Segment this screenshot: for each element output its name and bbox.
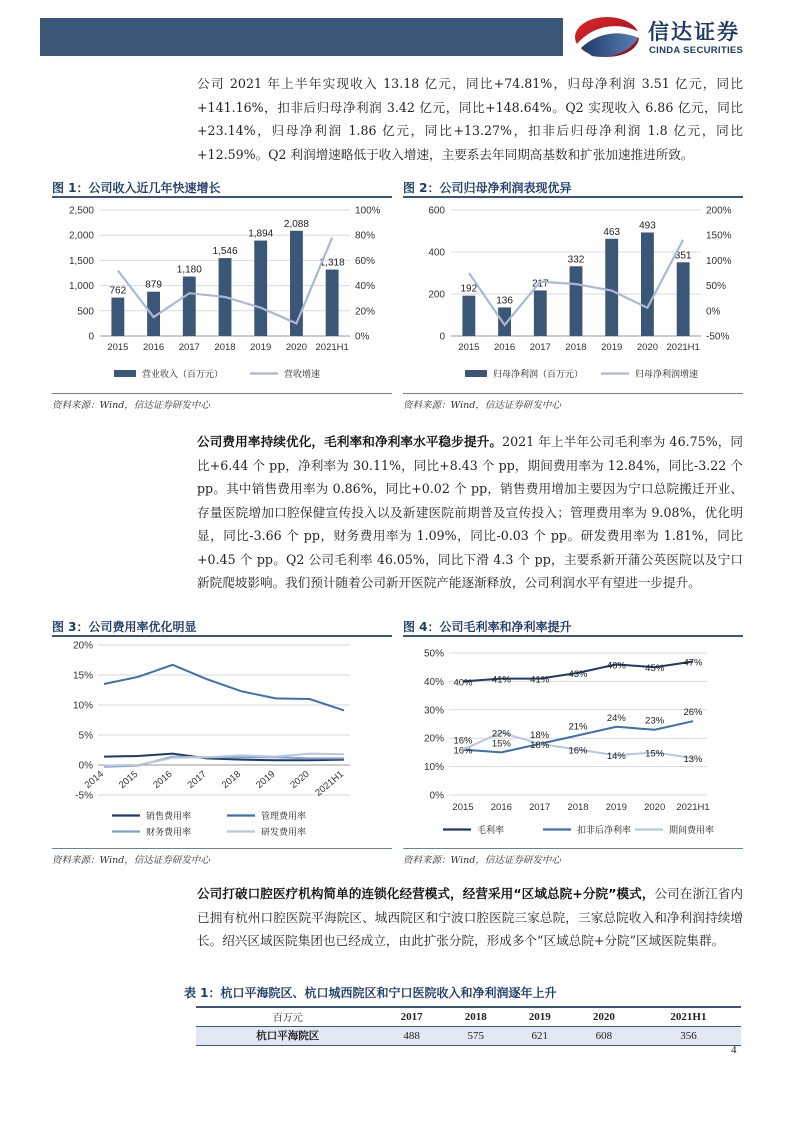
figure-3-bottom-rule: [52, 848, 392, 849]
fig2-x-tick: 2018: [565, 342, 587, 353]
fig3-x-tick: 2021H1: [313, 768, 346, 799]
fig4-data-label: 18%: [530, 729, 550, 741]
fig2-y2-tick: 50%: [706, 281, 727, 293]
page-number: 4: [731, 1044, 737, 1056]
fig1-bar: [254, 241, 267, 336]
fig1-y2-tick: 20%: [355, 306, 376, 318]
fig4-legend-label: 期间费用率: [669, 825, 715, 835]
fig3-x-tick: 2015: [116, 768, 141, 791]
fig1-x-tick: 2018: [214, 342, 236, 353]
fig1-y2-tick: 80%: [355, 230, 376, 242]
fig1-x-tick: 2017: [178, 342, 200, 353]
chart-revenue: [52, 198, 392, 390]
fig1-x-tick: 2015: [107, 342, 129, 353]
fig4-x-tick: 2016: [490, 802, 512, 813]
fig2-y-tick: 0: [439, 331, 445, 343]
fig2-y2-tick: 100%: [706, 255, 732, 267]
fig4-x-tick: 2019: [605, 802, 627, 813]
figure-4-source: 资料来源：Wind，信达证券研发中心: [403, 855, 561, 866]
fig4-y-tick: 40%: [423, 676, 444, 688]
fig2-y2-tick: 150%: [706, 230, 732, 242]
paragraph-margins-lead: 公司费用率持续优化，毛利率和净利率水平稳步提升。: [197, 434, 503, 449]
fig4-y-tick: 30%: [423, 705, 444, 717]
table-header-cell: 百万元: [196, 1007, 380, 1026]
fig2-x-tick: 2019: [601, 342, 623, 353]
fig2-bar-label: 217: [531, 278, 549, 290]
fig4-y-tick: 20%: [423, 733, 444, 745]
fig3-legend-label: 管理费用率: [261, 811, 307, 821]
logo-chinese: 信达证券: [648, 20, 740, 44]
fig3-x-tick: 2019: [254, 768, 278, 791]
fig4-y-tick: 10%: [423, 762, 444, 774]
fig4-data-label: 21%: [568, 721, 588, 733]
table-cell: 杭口平海院区: [196, 1026, 380, 1045]
fig2-bar: [677, 262, 690, 336]
fig2-x-tick: 2020: [636, 342, 658, 353]
figure-1-title: 图 1：公司收入近几年快速增长: [52, 181, 221, 195]
figure-1-source: 资料来源：Wind，信达证券研发中心: [52, 400, 210, 411]
fig3-y-tick: 10%: [72, 700, 93, 712]
table-cell: 356: [636, 1026, 741, 1045]
fig2-x-tick: 2017: [529, 342, 551, 353]
fig2-x-tick: 2016: [494, 342, 516, 353]
fig4-data-label: 23%: [645, 715, 665, 727]
fig2-legend-line-label: 归母净利润增速: [635, 369, 699, 379]
header-bar: [40, 18, 563, 56]
fig1-x-tick: 2016: [143, 342, 165, 353]
fig1-bar: [290, 231, 303, 336]
chart-expense-ratios: [52, 637, 392, 845]
fig1-y-tick: 500: [77, 306, 94, 318]
figure-2-source: 资料来源：Wind，信达证券研发中心: [403, 400, 561, 411]
fig1-y2-tick: 60%: [355, 255, 376, 267]
fig4-legend-label: 毛利率: [477, 825, 505, 835]
fig2-bar-label: 332: [567, 254, 585, 266]
table-cell: 608: [572, 1026, 636, 1045]
fig4-data-label: 41%: [491, 674, 511, 686]
fig3-series-line: [104, 665, 344, 711]
fig4-data-label: 18%: [530, 739, 550, 751]
chart-margins: [403, 637, 743, 845]
fig3-legend-label: 研发费用率: [261, 827, 307, 837]
fig1-y-tick: 1,000: [68, 281, 94, 293]
table-cell: 488: [380, 1026, 444, 1045]
fig4-legend-label: 扣非后净利率: [577, 825, 632, 835]
fig4-data-label: 47%: [683, 657, 703, 669]
fig1-bar-label: 2,088: [283, 218, 309, 230]
fig4-data-label: 41%: [530, 674, 550, 686]
fig1-x-tick: 2020: [285, 342, 307, 353]
table-header-row: [196, 1007, 741, 1026]
fig3-y-tick: 20%: [72, 640, 93, 652]
paragraph-model-body: 公司在浙江省内已拥有杭州口腔医院平海院区、城西院区和宁波口腔医院三家总院，三家总院收入和净利润持续增长。绍兴区域医院集团也已经成立，由此扩张分院，形成多个“区域总院+分院”区域医院集群。: [197, 886, 744, 948]
fig2-bar: [605, 239, 618, 336]
paragraph-model-lead: 公司打破口腔医疗机构简单的连锁化经营模式，经营采用“区域总院+分院”模式，: [197, 886, 655, 901]
fig3-y-tick: 0%: [78, 760, 93, 772]
fig1-y2-tick: 100%: [355, 205, 381, 217]
fig1-bar-label: 1,894: [248, 228, 274, 240]
fig4-data-label: 15%: [645, 748, 665, 760]
fig1-bar: [326, 270, 339, 336]
table-cell: 621: [508, 1026, 572, 1045]
fig1-bar: [183, 277, 196, 336]
fig3-x-tick: 2018: [219, 768, 244, 791]
fig4-y-tick: 0%: [429, 790, 444, 802]
fig2-bar: [498, 307, 511, 336]
fig2-x-tick: 2021H1: [666, 342, 700, 353]
fig2-bar-label: 463: [603, 226, 621, 238]
fig2-bar: [570, 266, 583, 336]
fig4-x-tick: 2020: [644, 802, 666, 813]
fig1-bar-label: 1,180: [176, 264, 202, 276]
fig1-bar-label: 879: [145, 279, 162, 291]
fig1-legend-line-label: 营收增速: [284, 369, 321, 379]
fig2-y-tick: 200: [428, 289, 445, 301]
fig2-y2-tick: 0%: [706, 306, 721, 318]
fig2-legend-bar-label: 归母净利润（百万元）: [493, 369, 584, 379]
fig4-data-label: 13%: [683, 754, 703, 766]
fig2-legend-bar-swatch: [465, 370, 487, 377]
fig4-x-tick: 2015: [452, 802, 474, 813]
fig1-y-tick: 1,500: [68, 255, 94, 267]
fig3-y-tick: 15%: [72, 670, 93, 682]
revenue-table: [196, 1006, 741, 1046]
logo-english: CINDA SECURITIES: [649, 45, 744, 56]
figure-3-source: 资料来源：Wind，信达证券研发中心: [52, 855, 210, 866]
fig4-data-label: 46%: [606, 660, 626, 672]
fig4-x-tick: 2018: [567, 802, 589, 813]
figure-4-title: 图 4：公司毛利率和净利率提升: [403, 620, 572, 634]
fig4-data-label: 43%: [568, 668, 588, 680]
fig2-bar-label: 493: [639, 220, 656, 232]
fig2-bar-label: 136: [496, 295, 513, 307]
fig2-bar: [462, 296, 475, 336]
chart-net-profit: [403, 198, 743, 390]
fig4-y-tick: 50%: [423, 648, 444, 660]
fig3-x-tick: 2020: [288, 768, 312, 791]
fig1-y2-tick: 0%: [355, 331, 370, 343]
fig2-y2-tick: 200%: [706, 205, 732, 217]
fig2-bar: [641, 232, 654, 336]
paragraph-margins-body: 2021 年上半年公司毛利率为 46.75%，同比+6.44 个 pp，净利率为 30.11%，同比+8.43 个 pp，期间费用率为 12.84%，同比-3.22 个 pp。其中销售费用率为 0.86%，同比+0.02 个 pp，销售费用增加主要因为宁口总院搬迁开业、存量医院增加口腔保健宣传投入以及新建医院前期普及宣传投入；管理费用率为 9.08%，优化明显，同比-3.66 个 pp，财务费用率为 1.09%，同比-0.03 个 pp。研发费用率为 1.81%，同比+0.45 个 pp。Q2 公司毛利率 46.05%，同比下滑 4.3 个 pp，主要系新开蒲公英医院以及宁口新院爬坡影响。我们预计随着公司新开医院产能逐渐释放，公司利润水平有望进一步提升。: [197, 434, 744, 590]
fig2-bar-label: 192: [460, 283, 478, 295]
fig1-bar-label: 1,546: [212, 246, 238, 258]
fig4-data-label: 16%: [453, 735, 473, 747]
fig1-y-tick: 0: [88, 331, 94, 343]
figure-1-bottom-rule: [52, 393, 392, 394]
fig2-bar-label: 351: [674, 250, 692, 262]
paragraph-model: [197, 882, 743, 953]
table-header-cell: 2019: [508, 1007, 572, 1026]
fig3-legend-label: 销售费用率: [146, 811, 192, 821]
table-1-title: 表 1：杭口平海院区、杭口城西院区和宁口医院收入和净利润逐年上升: [184, 986, 557, 1000]
fig1-x-tick: 2021H1: [315, 342, 349, 353]
fig3-x-tick: 2016: [151, 768, 175, 791]
fig3-legend-label: 财务费用率: [146, 827, 192, 837]
fig4-data-label: 26%: [683, 707, 703, 719]
fig4-data-label: 16%: [453, 745, 473, 757]
table-header-cell: 2020: [572, 1007, 636, 1026]
figure-4-bottom-rule: [403, 848, 743, 849]
fig4-data-label: 45%: [645, 663, 665, 675]
fig2-y2-tick: -50%: [706, 331, 730, 343]
fig4-data-label: 24%: [606, 712, 626, 724]
fig4-data-label: 40%: [453, 677, 473, 689]
fig2-x-tick: 2015: [458, 342, 480, 353]
fig1-y-tick: 2,500: [68, 205, 94, 217]
fig4-data-label: 22%: [491, 728, 511, 740]
fig4-x-tick: 2021H1: [676, 802, 710, 813]
fig1-legend-bar-swatch: [114, 370, 136, 377]
fig3-x-tick: 2014: [82, 768, 106, 791]
fig3-x-tick: 2017: [185, 768, 209, 791]
figure-2-bottom-rule: [403, 393, 743, 394]
fig3-y-tick: 5%: [78, 730, 93, 742]
fig1-bar-label: 1,318: [319, 257, 345, 269]
fig4-data-label: 14%: [606, 751, 626, 763]
fig1-y-tick: 2,000: [68, 230, 94, 242]
table-header-cell: 2017: [380, 1007, 444, 1026]
table-header-cell: 2018: [444, 1007, 508, 1026]
fig4-data-label: 15%: [491, 738, 511, 750]
fig2-bar: [534, 290, 547, 336]
paragraph-margins: [197, 430, 743, 595]
figure-2-title: 图 2：公司归母净利润表现优异: [403, 181, 572, 195]
table-cell: 575: [444, 1026, 508, 1045]
fig1-x-tick: 2019: [250, 342, 272, 353]
fig2-y-tick: 600: [428, 205, 445, 217]
fig2-y-tick: 400: [428, 247, 445, 259]
table-row: [196, 1026, 741, 1045]
fig4-x-tick: 2017: [529, 802, 551, 813]
figure-3-title: 图 3：公司费用率优化明显: [52, 620, 197, 634]
fig1-bar-label: 762: [109, 285, 127, 297]
fig1-legend-bar-label: 营业收入（百万元）: [142, 369, 224, 379]
fig3-y-tick: -5%: [75, 790, 93, 802]
table-header-cell: 2021H1: [636, 1007, 741, 1026]
fig1-bar: [111, 298, 124, 336]
cinda-logo: [572, 14, 772, 60]
paragraph-revenue: 公司 2021 年上半年实现收入 13.18 亿元，同比+74.81%，归母净利润 3.51 亿元，同比+141.16%，扣非后归母净利润 3.42 亿元，同比+148.64%。Q2 实现收入 6.86 亿元，同比+23.14%，归母净利润 1.86 亿元，同比+13.27%，扣非后归母净利润 1.8 亿元，同比+12.59%。Q2 利润增速略低于收入增速，主要系去年同期高基数和扩张加速推进所致。: [197, 76, 743, 162]
fig4-data-label: 16%: [568, 745, 588, 757]
logo-mark-icon: [572, 14, 642, 60]
fig1-y2-tick: 40%: [355, 281, 376, 293]
